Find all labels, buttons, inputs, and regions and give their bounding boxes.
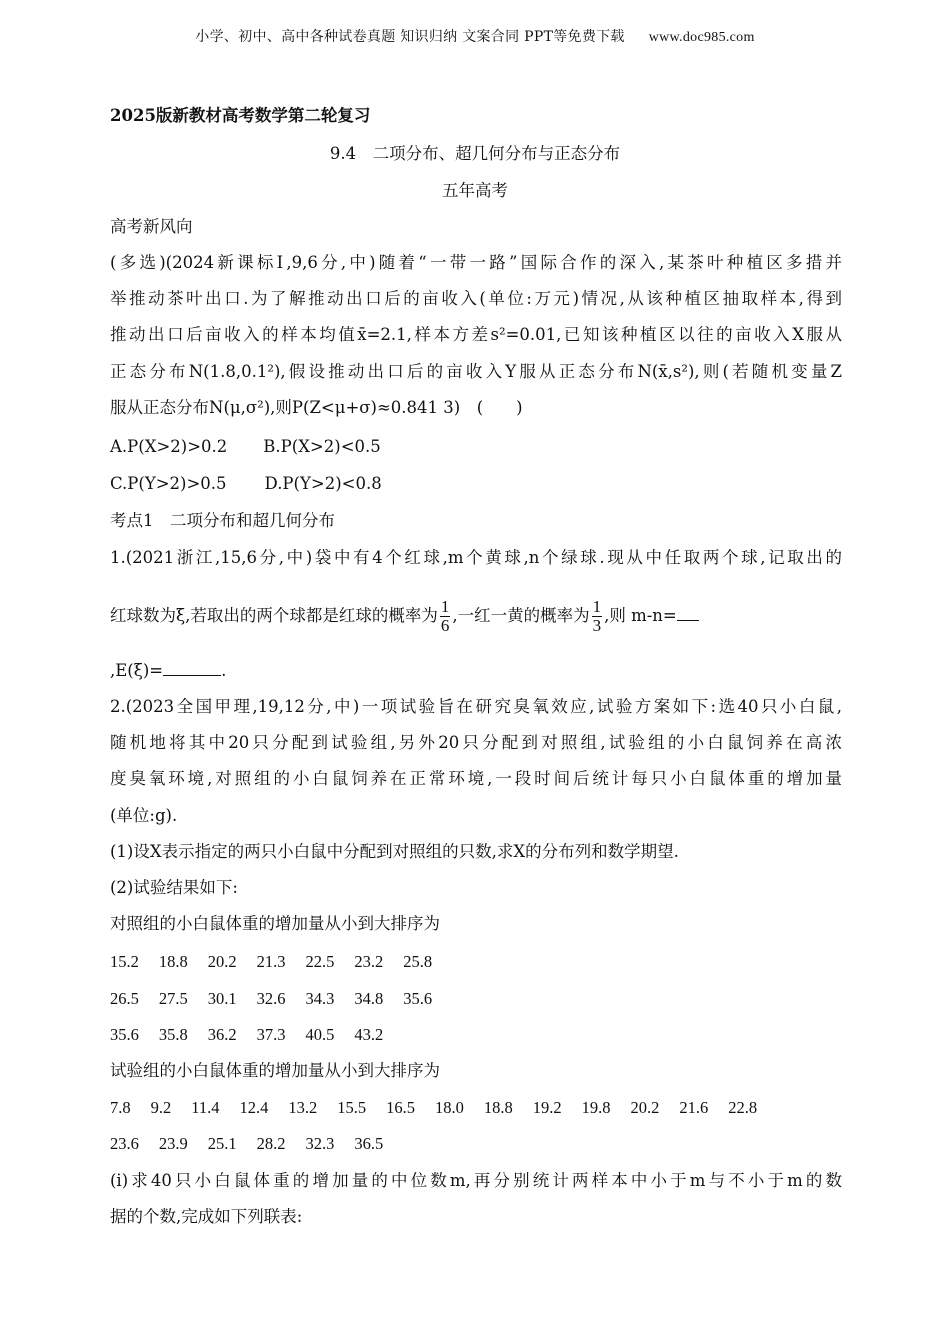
data-value: 15.5 (337, 1098, 367, 1117)
q2-part-i-line-2: 据的个数,完成如下列联表: (110, 1207, 303, 1226)
data-value: 28.2 (256, 1134, 286, 1153)
control-row-3 (110, 1025, 842, 1045)
data-value: 25.8 (403, 952, 433, 971)
frac1-denominator: 6 (440, 616, 450, 635)
data-value: 40.5 (305, 1025, 335, 1044)
data-value: 20.2 (630, 1098, 660, 1117)
frac2-denominator: 3 (592, 616, 602, 635)
data-value: 34.8 (354, 989, 384, 1008)
q0-line-2: 举推动茶叶出口.为了解推动出口后的亩收入(单位:万元)情况,从该种植区抽取样本,得到 (110, 289, 842, 308)
option-a: A.P(X>2)>0.2 (110, 437, 228, 456)
data-value: 20.2 (207, 952, 237, 971)
data-value: 21.6 (679, 1098, 709, 1117)
q2-line-1: 2.(2023全国甲理,19,12分,中)一项试验旨在研究臭氧效应,试验方案如下:选40只小白鼠, (110, 697, 842, 716)
control-row-2 (110, 989, 842, 1009)
q1-text-c: ,则 m-n= (604, 606, 677, 625)
data-value: 7.8 (110, 1098, 131, 1117)
data-value: 43.2 (354, 1025, 384, 1044)
data-value: 12.4 (239, 1098, 269, 1117)
header-url[interactable]: www.doc985.com (648, 30, 755, 45)
q0-line-5: 服从正态分布N(μ,σ²),则P(Z<μ+σ)≈0.841 3) ( ) (110, 398, 523, 417)
data-value: 23.6 (110, 1134, 139, 1153)
q2-line-3: 度臭氧环境,对照组的小白鼠饲养在正常环境,一段时间后统计每只小白鼠体重的增加量 (110, 769, 842, 788)
test-row-1 (110, 1098, 842, 1118)
page-header (0, 26, 950, 46)
q2-line-4: (单位:g). (110, 806, 178, 825)
data-value: 32.6 (256, 989, 286, 1008)
data-value: 26.5 (110, 989, 139, 1008)
section-subtitle: 五年高考 (442, 181, 508, 200)
header-text: 小学、初中、高中各种试卷真题 知识归纳 文案合同 PPT等免费下载 (195, 29, 625, 45)
data-value: 21.3 (256, 952, 286, 971)
q0-line-4: 正态分布N(1.8,0.1²),假设推动出口后的亩收入Y服从正态分布N(x̄,s²),则(若随机变量Z (110, 362, 842, 381)
q0-line-1: (多选)(2024新课标Ⅰ,9,6分,中)随着“一带一路”国际合作的深入,某茶叶种植区多措并 (110, 253, 842, 272)
q0-line-3: 推动出口后亩收入的样本均值x̄=2.1,样本方差s²=0.01,已知该种植区以往的亩收入X服从 (110, 325, 842, 344)
q0-options-ab (110, 437, 842, 457)
data-value: 30.1 (207, 989, 237, 1008)
fraction-one-third (592, 598, 603, 635)
data-value: 18.0 (435, 1098, 464, 1117)
new-trend-label: 高考新风向 (110, 217, 193, 236)
data-value: 15.2 (110, 952, 139, 971)
q2-part-1: (1)设X表示指定的两只小白鼠中分配到对照组的只数,求X的分布列和数学期望. (110, 842, 679, 861)
data-value: 32.3 (305, 1134, 335, 1153)
data-value: 18.8 (158, 952, 188, 971)
test-group-label: 试验组的小白鼠体重的增加量从小到大排序为 (110, 1061, 440, 1080)
fraction-one-sixth (440, 598, 451, 635)
frac2-numerator: 1 (592, 597, 602, 616)
q1-text-b: ,一红一黄的概率为 (452, 606, 590, 625)
data-value: 22.5 (305, 952, 335, 971)
option-c: C.P(Y>2)>0.5 (110, 474, 227, 493)
data-value: 16.5 (386, 1098, 416, 1117)
q1-text-a: 红球数为ξ,若取出的两个球都是红球的概率为 (110, 606, 438, 625)
answer-blank-2[interactable] (163, 661, 221, 676)
q1-text-expectation: ,E(ξ)= (110, 661, 164, 680)
data-value: 23.2 (354, 952, 384, 971)
data-value: 23.9 (158, 1134, 188, 1153)
data-value: 34.3 (305, 989, 335, 1008)
data-value: 9.2 (150, 1098, 172, 1117)
data-value: 35.6 (403, 989, 433, 1008)
test-row-2 (110, 1134, 842, 1154)
kaodian-heading: 考点1 二项分布和超几何分布 (110, 511, 335, 530)
data-value: 19.2 (532, 1098, 562, 1117)
q2-part-i-line-1: (i)求40只小白鼠体重的增加量的中位数m,再分别统计两样本中小于m与不小于m的数 (110, 1171, 842, 1190)
data-value: 13.2 (288, 1098, 318, 1117)
data-value: 36.5 (354, 1134, 384, 1153)
q1-text-end: . (221, 661, 227, 680)
control-group-label: 对照组的小白鼠体重的增加量从小到大排序为 (110, 914, 440, 933)
data-value: 37.3 (256, 1025, 286, 1044)
data-value: 19.8 (581, 1098, 611, 1117)
control-row-1 (110, 952, 842, 972)
option-b: B.P(X>2)<0.5 (263, 437, 381, 456)
data-value: 25.1 (207, 1134, 237, 1153)
option-d: D.P(Y>2)<0.8 (264, 474, 382, 493)
data-value: 22.8 (728, 1098, 758, 1117)
q2-line-2: 随机地将其中20只分配到试验组,另外20只分配到对照组,试验组的小白鼠饲养在高浓 (110, 733, 842, 752)
frac1-numerator: 1 (440, 597, 450, 616)
section-title: 9.4 二项分布、超几何分布与正态分布 (329, 144, 621, 163)
q2-part-2: (2)试验结果如下: (110, 878, 238, 897)
data-value: 18.8 (483, 1098, 513, 1117)
q0-options-cd (110, 474, 842, 494)
document-title: 2025版新教材高考数学第二轮复习 (110, 106, 371, 125)
data-value: 27.5 (158, 989, 188, 1008)
q1-line-3 (110, 661, 842, 681)
answer-blank-1[interactable] (677, 606, 699, 621)
data-value: 11.4 (191, 1098, 220, 1117)
data-value: 36.2 (207, 1025, 237, 1044)
data-value: 35.6 (110, 1025, 139, 1044)
data-value: 35.8 (158, 1025, 188, 1044)
q1-line-2 (110, 596, 842, 640)
q1-line-1: 1.(2021浙江,15,6分,中)袋中有4个红球,m个黄球,n个绿球.现从中任取两个球,记取出的 (110, 548, 842, 567)
